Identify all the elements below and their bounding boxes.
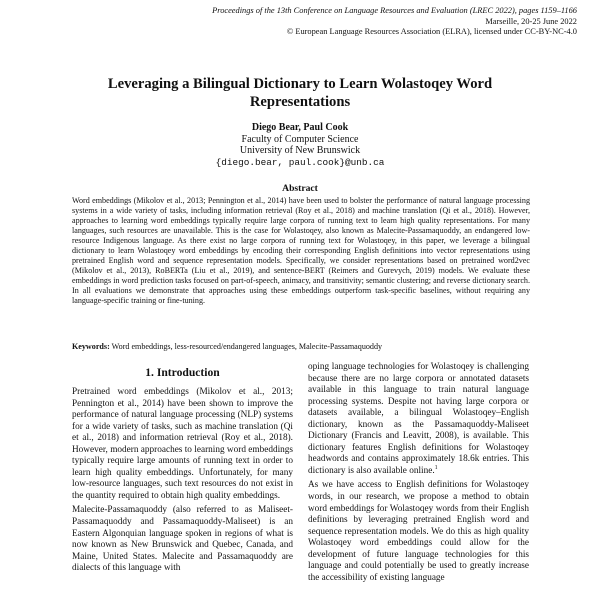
abstract-text: Word embeddings (Mikolov et al., 2013; Pennington et al., 2014) have been used to bolster the performance of natural language processing systems in a wide variety of tasks, including information retrieval (Roy et al., 2018) and machine translation (Qi et al., 2018). However, approaches to learning word embeddings typically require large corpora of running text to learn high quality representations. For many languages, such resources are unavailable. This is the case for Wolastoqey, also known as Malecite-Passamaquoddy, an endangered low-resource Indigenous language. As there exist no large corpora of running text for Wolastoqey, in this paper, we leverage a bilingual dictionary to learn Wolastoqey word embeddings by encoding their corresponding English definitions into vector representations using pretrained English word and sequence representation models. Specifically, we consider representations based on pretrained word2vec (Mikolov et al., 2013), RoBERTa (Liu et al., 2019), and sentence-BERT (Reimers and Gurevych, 2019) models. We evaluate these embeddings in word prediction tasks focused on part-of-speech, animacy, and transitivity; semantic clustering; and reverse dictionary search. In all evaluations we demonstrate that approaches using these embeddings outperform task-specific baselines, without requiring any language-specific training or fine-tuning.: [72, 196, 530, 305]
proceedings-line: Proceedings of the 13th Conference on Language Resources and Evaluation (LREC 2022), pages 1159–1166: [212, 6, 577, 15]
author-names: Diego Bear, Paul Cook: [251, 122, 349, 133]
abstract-heading: Abstract: [282, 183, 318, 194]
left-column: [72, 387, 293, 575]
license-line: © European Language Resources Association (ELRA), licensed under CC-BY-NC-4.0: [286, 27, 577, 37]
intro-paragraph-4: As we have access to English definitions for Wolastoqey words, in our research, we propose a method to obtain word embeddings for Wolastoqey words from their English definitions by leveraging pretrained English word and sequence representation models. We do this as high quality Wolastoqey word embeddings could allow for the development of future language technologies for this language and could potentially be used to greatly increase the accessibility of existing language: [308, 480, 529, 583]
affiliation-faculty: Faculty of Computer Science: [241, 133, 359, 145]
keywords-line: [72, 342, 530, 352]
location-line: Marseille, 20-25 June 2022: [485, 16, 577, 26]
proceedings-header: [57, 6, 577, 38]
intro-paragraph-1: Pretrained word embeddings (Mikolov et al., 2013; Pennington et al., 2014) have been shown to improve the performance of natural language processing (NLP) systems for a wide variety of tasks, such as machine translation (Qi et al., 2018) and information retrieval (Roy et al., 2018). However, modern approaches to learning word embeddings typically require large amounts of running text in order to learn high quality embeddings. Unfortunately, for many low-resource languages, such text resources do not exist in the quantity required to obtain high quality embeddings.: [72, 387, 293, 501]
right-column: [308, 362, 529, 584]
footnote-marker[interactable]: 1: [434, 464, 438, 471]
keywords-label: Keywords:: [72, 342, 110, 351]
section-heading-introduction: 1. Introduction: [145, 366, 220, 379]
intro-paragraph-3: [308, 362, 529, 477]
author-email: {diego.bear, paul.cook}@unb.ca: [215, 156, 385, 168]
paper-title: Leveraging a Bilingual Dictionary to Learn Wolastoqey Word Representations: [107, 76, 493, 110]
affiliation-university: University of New Brunswick: [239, 145, 361, 157]
intro-paragraph-3-text: oping language technologies for Wolastoqey is challenging because there are no large corpora or annotated datasets available in this language to train natural language processing systems. Despite not having large corpora or datasets available, a bilingual Wolastoqey–English dictionary, known as the Passamaquoddy-Maliseet Dictionary (Francis and Leavitt, 2008), is available. This dictionary features English definitions for Wolastoqey headwords and contains approximately 18.6k entries. This dictionary is also available online.: [308, 362, 529, 476]
author-block: [100, 122, 500, 168]
keywords-text: Word embeddings, less-resourced/endangered languages, Malecite-Passamaquoddy: [111, 342, 383, 351]
intro-paragraph-2: Malecite-Passamaquoddy (also referred to as Maliseet-Passamaquoddy and Passamaquoddy-Maliseet) is an Eastern Algonquian language spoken in regions of what is now known as New Brunswick and Quebec, Canada, and Maine, United States. Malecite and Passamaquoddy are dialects of this language with: [72, 505, 293, 574]
